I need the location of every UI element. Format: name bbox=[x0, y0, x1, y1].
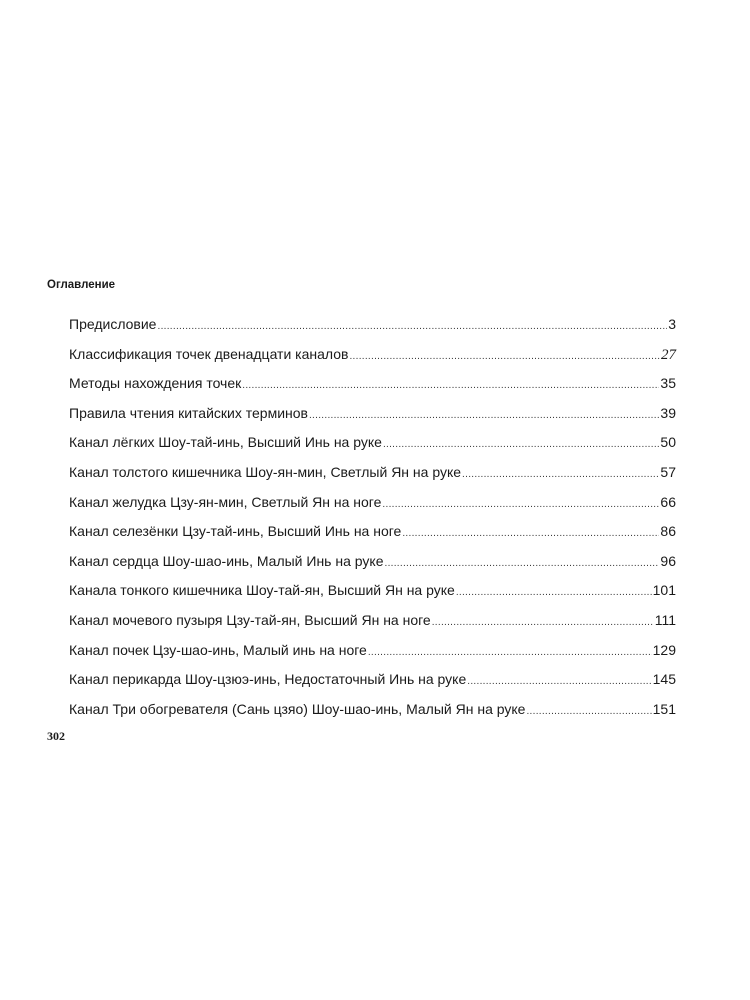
toc-entry[interactable] bbox=[69, 340, 676, 370]
toc-entry[interactable] bbox=[69, 428, 676, 458]
toc-entry-page: 86 bbox=[660, 523, 676, 540]
toc-entry[interactable] bbox=[69, 488, 676, 518]
toc-entry-page: 57 bbox=[660, 463, 676, 480]
toc-entry-title: Канал селезёнки Цзу-тай-инь, Высший Инь на ноге bbox=[69, 523, 402, 540]
toc-entry-title: Классификация точек двенадцати каналов bbox=[69, 345, 349, 362]
toc-entry[interactable] bbox=[69, 695, 676, 725]
toc-entry-title: Методы нахождения точек bbox=[69, 375, 242, 392]
toc-entry[interactable] bbox=[69, 606, 676, 636]
toc-entry-page: 35 bbox=[660, 375, 676, 392]
toc-entry-title: Канал мочевого пузыря Цзу-тай-ян, Высший Ян на ноге bbox=[69, 611, 431, 628]
dot-leader bbox=[432, 608, 654, 638]
toc-entry-page: 27 bbox=[661, 346, 676, 363]
toc-entry[interactable] bbox=[69, 665, 676, 695]
toc-entry-title: Канал толстого кишечника Шоу-ян-мин, Светлый Ян на руке bbox=[69, 463, 462, 480]
toc-heading: Оглавление bbox=[47, 279, 116, 291]
toc-entry[interactable] bbox=[69, 547, 676, 577]
toc-entry-title: Правила чтения китайских терминов bbox=[69, 404, 308, 421]
toc-entry[interactable] bbox=[69, 399, 676, 429]
toc-entry-page: 111 bbox=[654, 611, 676, 628]
dot-leader bbox=[383, 430, 659, 460]
toc-entry-page: 145 bbox=[652, 671, 676, 688]
toc-entry-page: 66 bbox=[660, 493, 676, 510]
dot-leader bbox=[349, 342, 660, 372]
dot-leader bbox=[382, 490, 659, 520]
dot-leader bbox=[242, 371, 659, 401]
dot-leader bbox=[467, 667, 651, 697]
dot-leader bbox=[157, 312, 667, 342]
toc-entry-title: Канала тонкого кишечника Шоу-тай-ян, Высший Ян на руке bbox=[69, 582, 455, 599]
toc-entry[interactable] bbox=[69, 310, 676, 340]
toc-entry-title: Канал Три обогревателя (Сань цзяо) Шоу-шао-инь, Малый Ян на руке bbox=[69, 700, 526, 717]
toc-entry-title: Канал сердца Шоу-шао-инь, Малый Инь на руке bbox=[69, 552, 384, 569]
dot-leader bbox=[368, 638, 652, 668]
dot-leader bbox=[402, 519, 659, 549]
dot-leader bbox=[462, 460, 659, 490]
dot-leader bbox=[384, 549, 659, 579]
toc-entry[interactable] bbox=[69, 576, 676, 606]
toc-entry-page: 39 bbox=[660, 404, 676, 421]
toc-entry-page: 151 bbox=[652, 700, 676, 717]
toc-list bbox=[69, 310, 676, 724]
toc-entry[interactable] bbox=[69, 369, 676, 399]
dot-leader bbox=[456, 578, 652, 608]
toc-entry-page: 129 bbox=[652, 641, 676, 658]
toc-entry[interactable] bbox=[69, 636, 676, 666]
toc-entry[interactable] bbox=[69, 517, 676, 547]
toc-entry-title: Канал лёгких Шоу-тай-инь, Высший Инь на руке bbox=[69, 434, 382, 451]
toc-entry-page: 50 bbox=[660, 434, 676, 451]
toc-entry-page: 96 bbox=[660, 552, 676, 569]
dot-leader bbox=[526, 697, 651, 727]
toc-entry-title: Канал перикарда Шоу-цзюэ-инь, Недостаточный Инь на руке bbox=[69, 671, 467, 688]
toc-entry[interactable] bbox=[69, 458, 676, 488]
toc-entry-page: 3 bbox=[668, 316, 676, 332]
page-number: 302 bbox=[47, 729, 65, 743]
toc-entry-title: Канал почек Цзу-шао-инь, Малый инь на ноге bbox=[69, 641, 367, 658]
toc-entry-title: Канал желудка Цзу-ян-мин, Светлый Ян на ноге bbox=[69, 493, 382, 510]
toc-entry-page: 101 bbox=[652, 582, 676, 599]
dot-leader bbox=[309, 401, 659, 431]
toc-entry-title: Предисловие bbox=[69, 316, 157, 332]
